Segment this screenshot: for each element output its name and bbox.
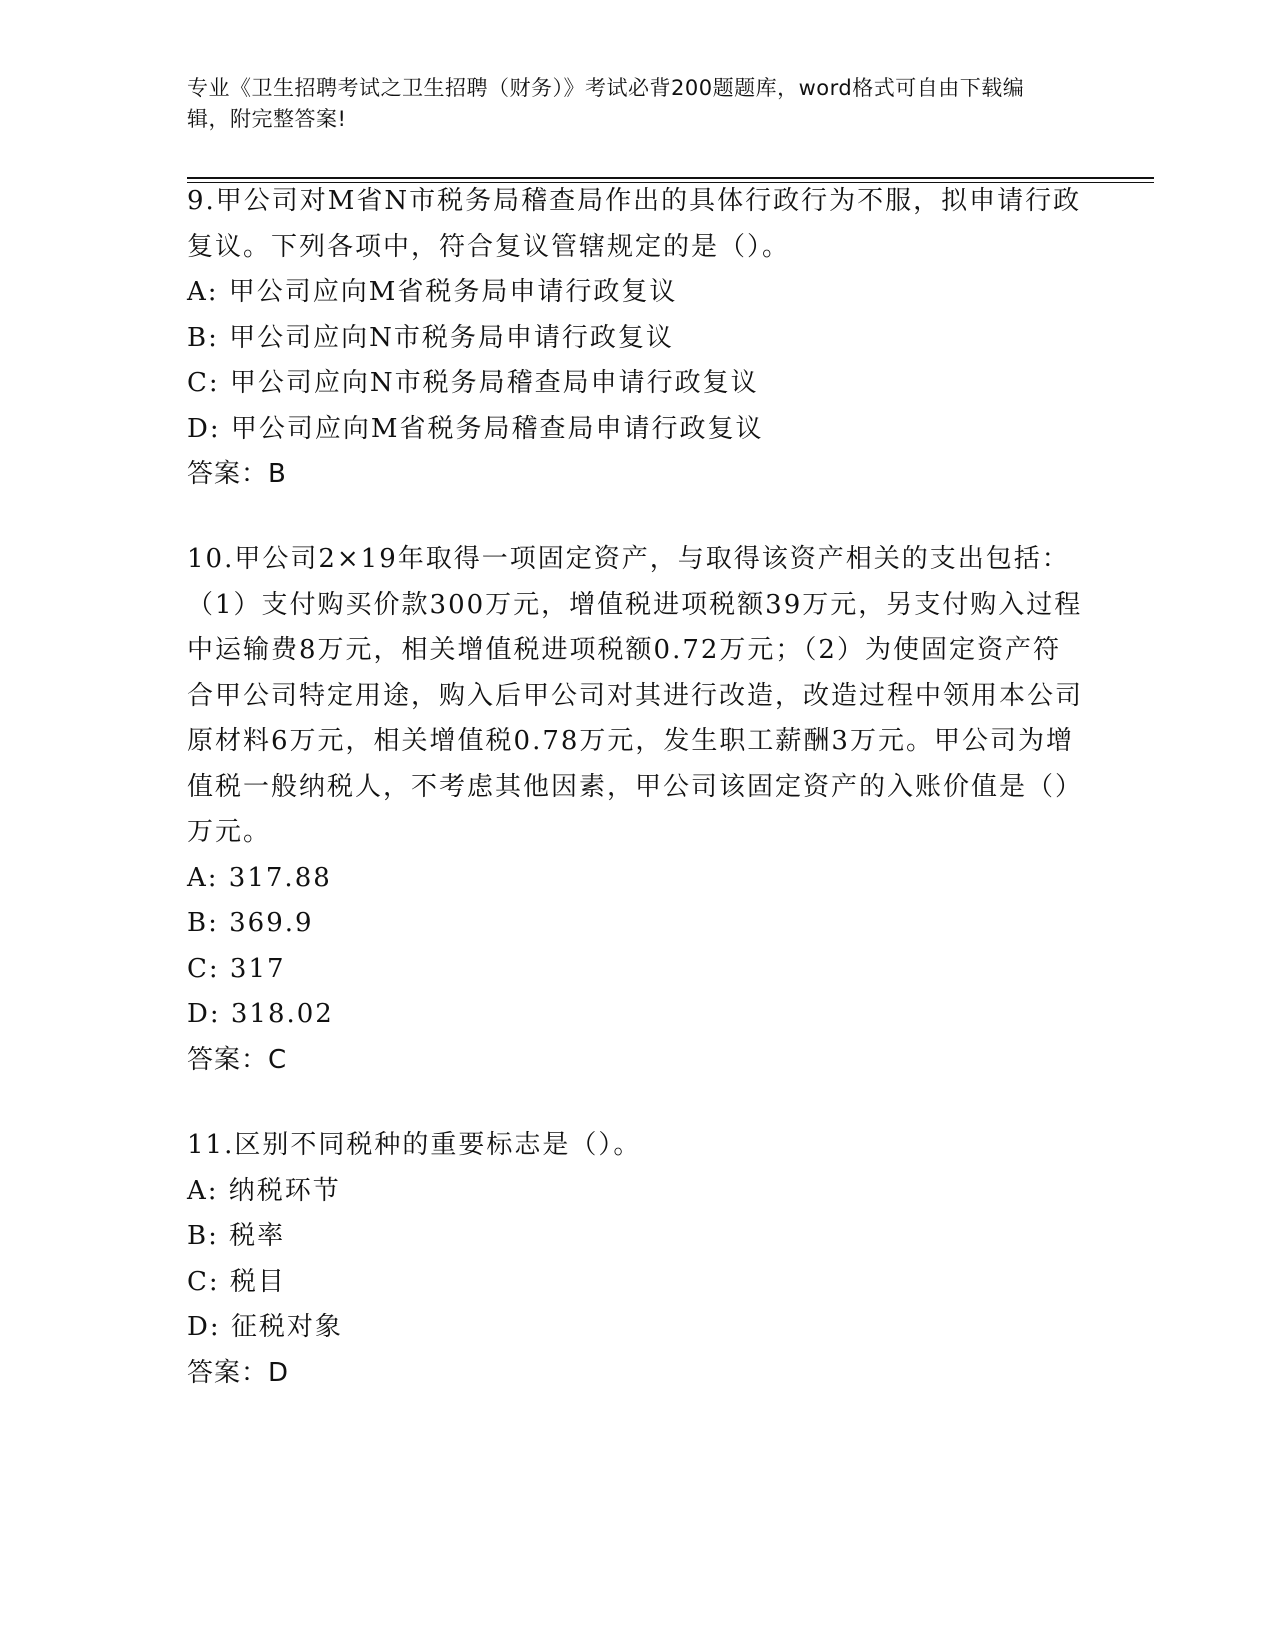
answer-label: 答案：B	[187, 459, 287, 489]
option-c: C: 317	[187, 953, 286, 984]
question-11	[187, 1123, 1087, 1396]
option-c: C: 甲公司应向N市税务局稽查局申请行政复议	[187, 368, 759, 398]
option-b: B: 369.9	[187, 908, 314, 938]
question-9	[187, 179, 1087, 498]
question-stem: 9.甲公司对M省N市税务局稽查局作出的具体行政行为不服，拟申请行政复议。下列各项中，符合复议管辖规定的是（）。	[187, 186, 1082, 262]
option-d: D: 318.02	[187, 999, 334, 1029]
document-header: 专业《卫生招聘考试之卫生招聘（财务）》考试必背200题题库，word格式可自由下载编辑，附完整答案!	[187, 76, 1025, 131]
option-c: C: 税目	[187, 1266, 286, 1297]
question-stem: 11.区别不同税种的重要标志是（）。	[187, 1130, 642, 1160]
option-b: B: 税率	[187, 1221, 286, 1251]
option-d: D: 甲公司应向M省税务局稽查局申请行政复议	[187, 413, 764, 444]
answer-label: 答案：D	[187, 1357, 290, 1388]
question-10	[187, 537, 1087, 1083]
answer-label: 答案：C	[187, 1044, 288, 1075]
option-d: D: 征税对象	[187, 1312, 343, 1342]
option-a: A: 甲公司应向M省税务局申请行政复议	[187, 277, 678, 307]
option-a: A: 317.88	[187, 862, 332, 893]
option-b: B: 甲公司应向N市税务局申请行政复议	[187, 322, 674, 353]
option-a: A: 纳税环节	[187, 1175, 341, 1206]
question-stem: 10.甲公司2×19年取得一项固定资产，与取得该资产相关的支出包括：（1）支付购买价款300万元，增值税进项税额39万元，另支付购入过程中运输费8万元，相关增值税进项税额0.72万元；（2）为使固定资产符合甲公司特定用途，购入后甲公司对其进行改造，改造过程中领用本公司原材料6万元，相关增值税0.78万元，发生职工薪酬3万元。甲公司为增值税一般纳税人，不考虑其他因素，甲公司该固定资产的入账价值是（）万元。	[187, 544, 1084, 847]
